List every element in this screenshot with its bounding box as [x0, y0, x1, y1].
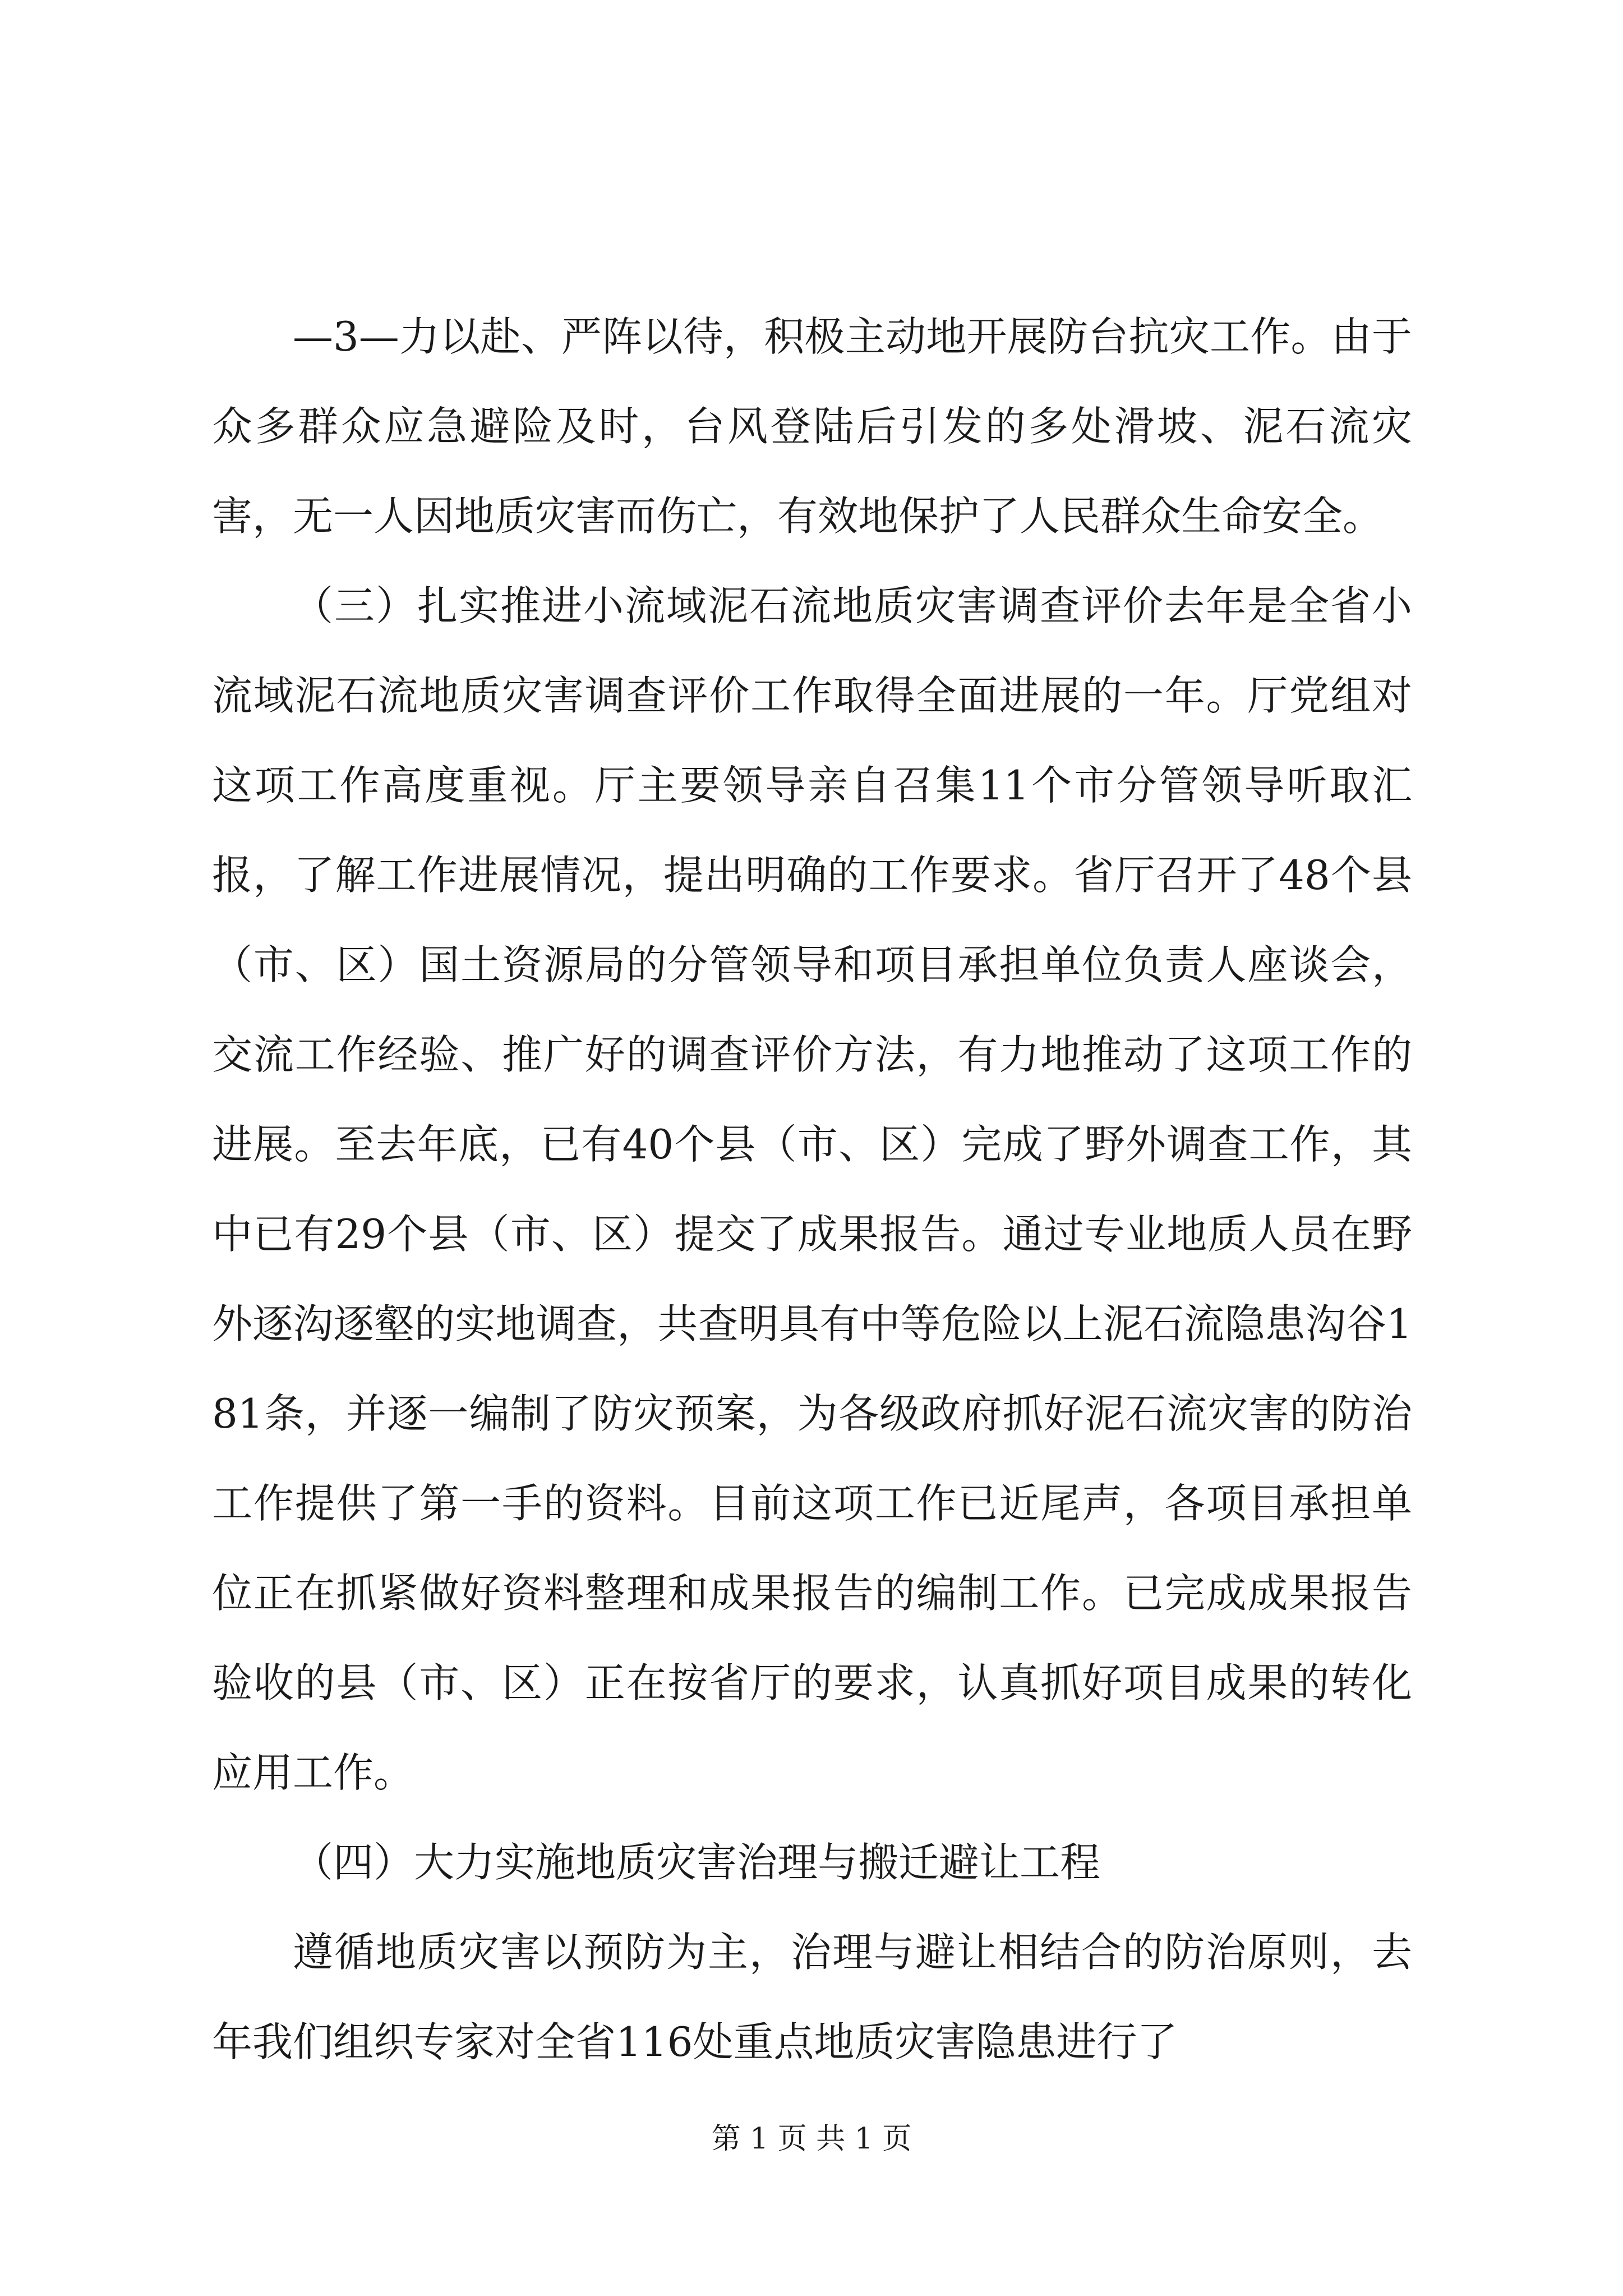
paragraph-2: （三）扎实推进小流域泥石流地质灾害调查评价去年是全省小流域泥石流地质灾害调查评价工作取得全面进展的一年。厅党组对这项工作高度重视。厅主要领导亲自召集11个市分管领导听取汇报，了解工作进展情况，提出明确的工作要求。省厅召开了48个县（市、区）国土资源局的分管领导和项目承担单位负责人座谈会，交流工作经验、推广好的调查评价方法，有力地推动了这项工作的进展。至去年底，已有40个县（市、区）完成了野外调查工作，其中已有29个县（市、区）提交了成果报告。通过专业地质人员在野外逐沟逐壑的实地调查，共查明具有中等危险以上泥石流隐患沟谷181条，并逐一编制了防灾预案，为各级政府抓好泥石流灾害的防治工作提供了第一手的资料。目前这项工作已近尾声，各项目承担单位正在抓紧做好资料整理和成果报告的编制工作。已完成成果报告验收的县（市、区）正在按省厅的要求，认真抓好项目成果的转化应用工作。 — [212, 582, 1412, 1796]
paragraph-4: 遵循地质灾害以预防为主，治理与避让相结合的防治原则，去年我们组织专家对全省116处重点地质灾害隐患进行了 — [212, 1929, 1412, 2065]
document-body — [212, 292, 1412, 2087]
paragraph-3-heading: （四）大力实施地质灾害治理与搬迁避让工程 — [293, 1839, 1101, 1886]
page-footer: 第 1 页 共 1 页 — [711, 2122, 912, 2156]
paragraph-1: —3—力以赴、严阵以待，积极主动地开展防台抗灾工作。由于众多群众应急避险及时，台风登陆后引发的多处滑坡、泥石流灾害，无一人因地质灾害而伤亡，有效地保护了人民群众生命安全。 — [212, 313, 1412, 540]
